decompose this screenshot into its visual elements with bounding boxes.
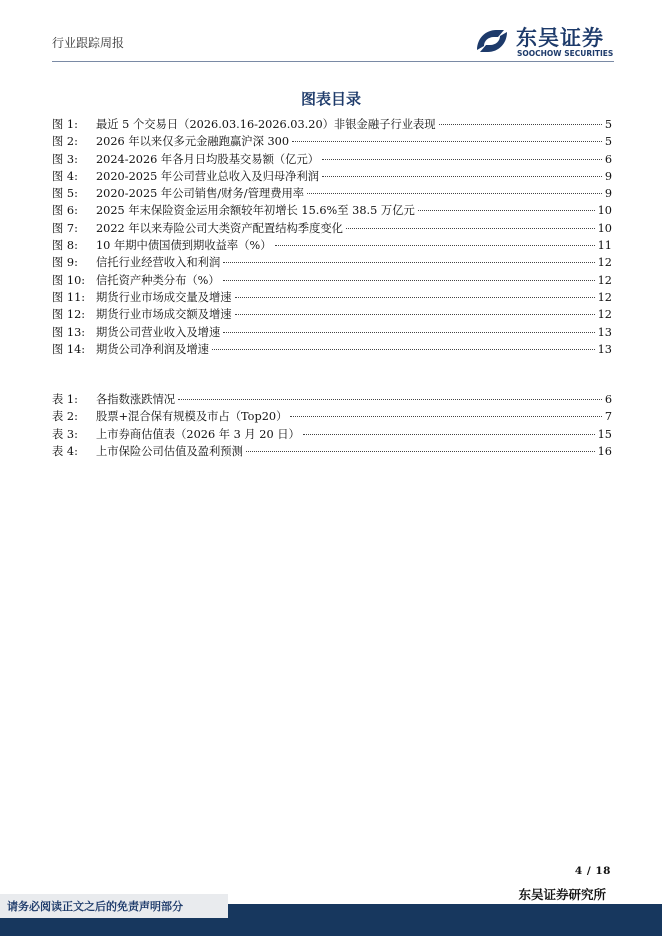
dot-leader bbox=[322, 159, 602, 160]
toc-entry-title: 期货行业市场成交额及增速 bbox=[96, 308, 232, 322]
toc-entry-figure-14[interactable] bbox=[52, 341, 612, 358]
dot-leader bbox=[223, 332, 594, 333]
toc-entry-page: 13 bbox=[597, 325, 612, 339]
dot-leader bbox=[235, 297, 595, 298]
toc-entry-title: 2025 年末保险资金运用余额较年初增长 15.6%至 38.5 万亿元 bbox=[96, 204, 415, 218]
toc-entry-page: 16 bbox=[597, 444, 612, 458]
toc-entry-page: 9 bbox=[604, 169, 612, 183]
toc-entry-number: 图 12: bbox=[52, 308, 86, 322]
toc-entry-number: 图 10: bbox=[52, 273, 86, 287]
logo-subtitle: SOOCHOW SECURITIES bbox=[517, 49, 614, 58]
toc-entry-page: 7 bbox=[604, 410, 612, 424]
toc-entry-number: 图 2: bbox=[52, 135, 78, 149]
dot-leader bbox=[346, 228, 595, 229]
toc-entry-title: 2020-2025 年公司营业总收入及归母净利润 bbox=[96, 169, 320, 183]
toc-entry-number: 图 1: bbox=[52, 118, 78, 131]
toc-entry-number: 图 9: bbox=[52, 256, 78, 270]
toc-entry-table-1[interactable] bbox=[52, 391, 612, 408]
dot-leader bbox=[223, 262, 594, 263]
dot-leader bbox=[439, 124, 602, 125]
toc-entry-page: 6 bbox=[604, 393, 612, 406]
toc-entry-number: 图 8: bbox=[52, 239, 78, 253]
toc-entry-number: 表 4: bbox=[52, 444, 78, 458]
toc-entry-title: 2020-2025 年公司销售/财务/管理费用率 bbox=[96, 187, 305, 201]
toc-entry-title: 2026 年以来仅多元金融跑赢沪深 300 bbox=[96, 135, 290, 149]
toc-entry-title: 信托资产种类分布（%） bbox=[96, 273, 220, 287]
toc-entry-page: 5 bbox=[604, 135, 612, 149]
toc-entry-page: 12 bbox=[597, 256, 612, 270]
toc-entry-title: 10 年期中债国债到期收益率（%） bbox=[96, 239, 272, 253]
toc-entry-page: 6 bbox=[604, 152, 612, 166]
report-type-label: 行业跟踪周报 bbox=[52, 36, 125, 50]
toc-entry-number: 图 6: bbox=[52, 204, 78, 218]
logo-name: 东吴证券 bbox=[516, 26, 604, 50]
dot-leader bbox=[275, 245, 595, 246]
dot-leader bbox=[178, 399, 602, 400]
toc-entry-page: 9 bbox=[604, 187, 612, 201]
toc-entry-title: 期货公司营业收入及增速 bbox=[96, 325, 221, 339]
toc-entry-page: 12 bbox=[597, 273, 612, 287]
dot-leader bbox=[212, 349, 595, 350]
header-divider bbox=[52, 61, 614, 62]
toc-entry-number: 表 1: bbox=[52, 393, 78, 406]
toc-entry-figure-5[interactable] bbox=[52, 185, 612, 202]
toc-entry-figure-13[interactable] bbox=[52, 324, 612, 341]
toc-entry-number: 图 5: bbox=[52, 187, 78, 201]
toc-entry-number: 图 11: bbox=[52, 290, 86, 304]
toc-entry-figure-6[interactable] bbox=[52, 202, 612, 219]
toc-entry-figure-10[interactable] bbox=[52, 272, 612, 289]
toc-entry-figure-2[interactable] bbox=[52, 133, 612, 150]
toc-entry-page: 13 bbox=[597, 342, 612, 356]
toc-entry-title: 信托行业经营收入和利润 bbox=[96, 256, 221, 270]
page-number: 4 / 18 bbox=[574, 865, 611, 877]
toc-entry-page: 5 bbox=[604, 118, 612, 131]
toc-entry-figure-4[interactable] bbox=[52, 168, 612, 185]
toc-entry-figure-3[interactable] bbox=[52, 151, 612, 168]
dot-leader bbox=[223, 280, 595, 281]
toc-entry-title: 上市券商估值表（2026 年 3 月 20 日） bbox=[96, 427, 300, 441]
toc-entry-title: 期货公司净利润及增速 bbox=[96, 342, 209, 356]
toc-entry-number: 图 7: bbox=[52, 221, 78, 235]
toc-entry-title: 上市保险公司估值及盈利预测 bbox=[96, 444, 243, 458]
toc-entry-figure-9[interactable] bbox=[52, 254, 612, 271]
toc-entry-title: 最近 5 个交易日（2026.03.16-2026.03.20）非银金融子行业表现 bbox=[96, 118, 436, 131]
toc-entry-number: 图 4: bbox=[52, 169, 78, 183]
dot-leader bbox=[292, 141, 602, 142]
toc-entry-page: 10 bbox=[597, 221, 612, 235]
dot-leader bbox=[290, 416, 601, 417]
dot-leader bbox=[322, 176, 602, 177]
toc-entry-title: 2022 年以来寿险公司大类资产配置结构季度变化 bbox=[96, 221, 343, 235]
dot-leader bbox=[235, 314, 595, 315]
toc-entry-number: 图 3: bbox=[52, 152, 78, 166]
dot-leader bbox=[303, 434, 595, 435]
dot-leader bbox=[307, 193, 602, 194]
toc-entry-figure-1[interactable] bbox=[52, 116, 612, 133]
toc-entry-page: 10 bbox=[597, 204, 612, 218]
toc-entry-figure-8[interactable] bbox=[52, 237, 612, 254]
toc-entry-number: 图 14: bbox=[52, 342, 86, 356]
toc-entry-title: 股票+混合保有规模及市占（Top20） bbox=[96, 410, 288, 424]
toc-title: 图表目录 bbox=[300, 90, 361, 108]
dot-leader bbox=[418, 210, 595, 211]
toc-entry-number: 图 13: bbox=[52, 325, 86, 339]
toc-entry-table-3[interactable] bbox=[52, 426, 612, 443]
toc-entry-table-2[interactable] bbox=[52, 408, 612, 425]
toc-entry-title: 各指数涨跌情况 bbox=[96, 393, 176, 406]
toc-entry-page: 12 bbox=[597, 290, 612, 304]
figure-list bbox=[52, 116, 612, 358]
soochow-securities-logo bbox=[474, 22, 624, 62]
table-list bbox=[52, 391, 612, 460]
toc-entry-page: 12 bbox=[597, 308, 612, 322]
toc-entry-table-4[interactable] bbox=[52, 443, 612, 460]
footer-firm-name: 东吴证券研究所 bbox=[518, 887, 606, 902]
disclaimer-notice: 请务必阅读正文之后的免责声明部分 bbox=[7, 900, 183, 913]
soochow-logo-icon bbox=[474, 24, 510, 58]
toc-entry-page: 15 bbox=[597, 427, 612, 441]
toc-entry-figure-7[interactable] bbox=[52, 220, 612, 237]
toc-entry-page: 11 bbox=[597, 239, 612, 253]
toc-entry-title: 期货行业市场成交量及增速 bbox=[96, 290, 232, 304]
dot-leader bbox=[246, 451, 595, 452]
toc-entry-figure-11[interactable] bbox=[52, 289, 612, 306]
toc-entry-title: 2024-2026 年各月日均股基交易额（亿元） bbox=[96, 152, 320, 166]
toc-entry-figure-12[interactable] bbox=[52, 306, 612, 323]
toc-entry-number: 表 3: bbox=[52, 427, 78, 441]
toc-entry-number: 表 2: bbox=[52, 410, 78, 424]
